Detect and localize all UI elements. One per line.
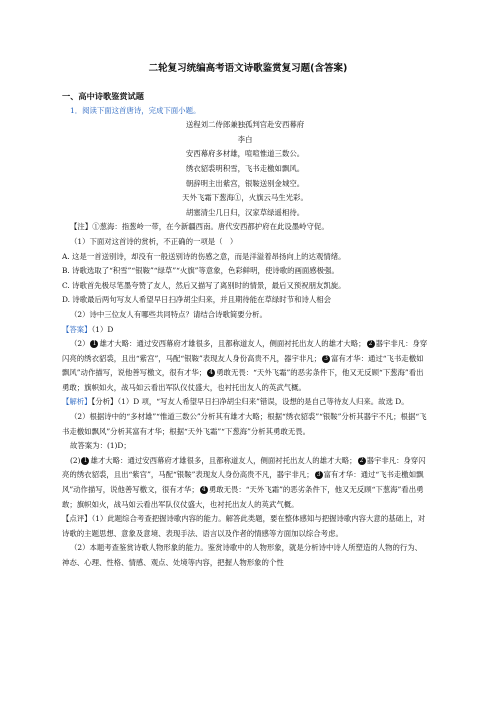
answer-head bbox=[62, 323, 428, 338]
answer-2a: 雄才大略：通过安西幕府才雄很多，且都称道友人，侧面衬托出友人的雄才大略； bbox=[99, 339, 366, 349]
analysis-4b: 器宇非凡：身穿闪亮的绣衣貂裘，且出“紫宫”，马配“银鞍”表现友人身份高贵不凡，器宇非凡； bbox=[62, 455, 426, 480]
analysis-4 bbox=[62, 454, 428, 512]
poem-title: 送程刘二侍郎兼独孤判官赴安西幕府 bbox=[185, 120, 305, 130]
document-body bbox=[62, 86, 428, 571]
poem-note-mark: ① bbox=[233, 193, 242, 203]
number-1-icon: 1 bbox=[90, 340, 98, 348]
question-intro-text: 1．阅读下面这首唐诗，完成下面小题。 bbox=[70, 105, 201, 115]
number-3-icon: 3 bbox=[322, 355, 330, 363]
question-intro bbox=[62, 104, 428, 119]
number-3-icon: 3 bbox=[315, 471, 323, 479]
poem-line-4b: ，火旗云马生光彩。 bbox=[241, 193, 308, 203]
comment-2: （2）本题考查鉴赏诗歌人物形象的能力。鉴赏诗歌中的人物形象，就是分析诗中诗人所塑造的人物的行为、神态、心理、性格、情感、观点、处境等内容，把握人物形象的个性 bbox=[62, 543, 423, 567]
analysis-label: 【解析】 bbox=[62, 397, 92, 407]
answer-2c: 富有才华：通过“飞书走檄如飘风”动作描写，说他善写檄文，很有才华； bbox=[62, 353, 424, 378]
number-2-icon: 2 bbox=[358, 457, 366, 465]
section-heading: 一、高中诗歌鉴赏试题 bbox=[62, 91, 144, 101]
poem-line-4 bbox=[62, 191, 428, 206]
answer-1: （1）D bbox=[91, 324, 114, 334]
poem-author: 李白 bbox=[237, 134, 253, 144]
answer-label: 【答案】 bbox=[62, 324, 92, 334]
poem-line-5: 胡塞清尘几日归，汉家草绿遥相待。 bbox=[185, 207, 305, 217]
poem-line-2: 绣衣貂裘明积雪，飞书走檄如飘风。 bbox=[185, 163, 305, 173]
question-2: （2）诗中三位友人有哪些共同特点？请结合诗歌简要分析。 bbox=[70, 309, 267, 319]
comment-label: 【点评】 bbox=[62, 514, 92, 524]
analysis-sub-label: 【分析】 bbox=[91, 397, 118, 407]
comment-1 bbox=[62, 512, 428, 541]
answer-2 bbox=[62, 337, 428, 395]
document-title: 二轮复习统编高考语文诗歌鉴赏复习题(含答案) bbox=[148, 63, 348, 74]
analysis-3: 故答案为：(1)D； bbox=[70, 441, 131, 451]
option-c: C. 诗歌首先极尽笔墨夸赞了友人，然后又描写了离别时的情景，最后又预祝朋友凯旋。 bbox=[62, 280, 346, 290]
number-2-icon: 2 bbox=[367, 340, 375, 348]
poem-note bbox=[62, 220, 428, 235]
comment-1-text: （1）此题综合考查把握诗歌内容的能力。解答此类题，要在整体感知与把握诗歌内容大意的基础上，对诗歌的主题思想、意象及意境、表现手法、语言以及作者的情感等方面加以综合考虑。 bbox=[62, 514, 426, 538]
answer-2d: 勇敢无畏：“天外飞霜”的恶劣条件下，他又无反顾“下葱海”看出勇敢；旗帜如火，战马如云看出军队仪仗盛大，也衬托出友人的英武气概。 bbox=[62, 368, 424, 392]
option-d: D. 诗歌最后两句写友人希望早日扫净胡尘归来，并且期待能在草绿时节和诗人相会 bbox=[62, 295, 332, 305]
analysis-4a: 雄才大略：通过安西幕府才雄很多，且都称道友人，侧面衬托出友人的雄才大略； bbox=[90, 455, 357, 465]
analysis-1 bbox=[62, 395, 428, 410]
note-text: 葱海：指葱岭一带，在今新疆西南。唐代安西都护府在此设墨岭守促。 bbox=[99, 222, 329, 232]
note-mark: ① bbox=[92, 222, 100, 232]
question-1: （1）下面对这首诗的赏析，不正确的一项是（ ） bbox=[70, 236, 238, 246]
analysis-4-prefix: (2) bbox=[70, 455, 81, 465]
poem-line-3: 朝辞明主出紫宫，银鞍送别金城空。 bbox=[185, 178, 305, 188]
number-4-icon: 4 bbox=[207, 369, 215, 377]
analysis-2: （2）根据诗中的“多材雄”“惟道三数公”分析其有雄才大略；根据“绣衣貂裘”“银鞍”分析其器宇不凡；根据“飞书走檄如飘风”分析其富有才华；根据“天外飞霜”“下葱海”分析其勇敢无畏。 bbox=[62, 412, 427, 436]
analysis-1-text: （1）D 项，“写友人希望早日扫净胡尘归来”错误，设想的是自己等待友人归来。故选 D。 bbox=[117, 397, 409, 407]
number-1-icon: 1 bbox=[81, 457, 89, 465]
number-4-icon: 4 bbox=[200, 486, 208, 494]
analysis-4c: 富有才华：通过“飞书走檄如飘风”动作描写，说他善写檄文，很有才华； bbox=[62, 470, 424, 495]
option-a: A. 这是一首送别诗，却没有一般送别诗的伤感之意，而是洋溢着昂扬向上的达观情绪。 bbox=[62, 251, 346, 261]
option-b: B. 诗歌选取了“积雪”“银鞍”“绿草”“火旗”等意象，色彩鲜明，使诗歌的画面感极强。 bbox=[62, 266, 339, 276]
answer-2b: 器宇非凡：身穿闪亮的绣衣貂裘，且出“紫宫”，马配“银鞍”表现友人身份高贵不凡，器宇非凡； bbox=[62, 339, 428, 363]
analysis-4d: 勇敢无畏：“天外飞霜”的恶劣条件下，他又无反顾“下葱海”看出勇敢；旗帜如火，战马如云看出军队仪仗盛大，也衬托出友人的英武气概。 bbox=[62, 485, 424, 509]
note-label: 【注】 bbox=[70, 222, 93, 232]
poem-line-4a: 天外飞霜下葱海 bbox=[182, 193, 234, 203]
poem-line-1: 安西幕府多材雄，喧喧惟道三数公。 bbox=[185, 149, 305, 159]
answer-2-prefix: （2） bbox=[70, 339, 90, 349]
